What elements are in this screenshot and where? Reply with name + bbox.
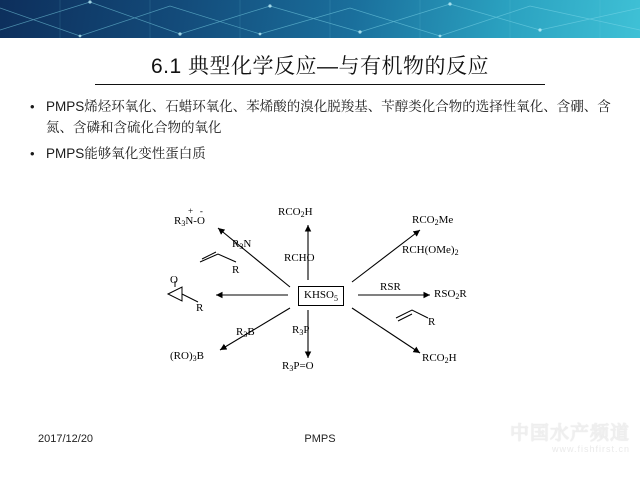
list-item (30, 144, 620, 165)
bullet-marker: • (30, 99, 35, 114)
list-item (30, 97, 620, 139)
node-label-amine-oxide: $R_3N-O$ (174, 215, 205, 228)
page-title: 6.1 典型化学反应—与有机物的反应 (150, 55, 490, 78)
footer-date: 2017/12/20 (38, 433, 94, 445)
bullet-text: PMPS烯烃环氧化、石蜡环氧化、苯烯酸的溴化脱羧基、苄醇类化合物的选择性氧化、含硼、含氮、含磷和含硫化合物的氧化 (46, 99, 611, 135)
node-label-borane: $R_3B$ (236, 326, 255, 339)
node-label-amine: $R_3N$ (232, 238, 252, 251)
node-label-rchome2: $RCH(OMe)_2$ (402, 244, 459, 257)
center-species-label: KHSO (304, 289, 334, 301)
node-label-rcooh-bottom: $RCO_2H$ (422, 352, 457, 365)
node-label-phosphite: $(RO)_3B$ (170, 350, 204, 363)
bullet-text: PMPS能够氧化变性蛋白质 (46, 145, 206, 161)
node-label-phosphine-oxide: $R_3P=O$ (282, 360, 314, 373)
reaction-diagram (140, 190, 560, 390)
title-underline (95, 84, 545, 85)
center-species-sub: 5 (333, 294, 338, 304)
footer-center-text: PMPS (304, 433, 336, 445)
node-label-rso2r: $RSO_2R$ (434, 288, 467, 301)
watermark-main: 中国水产频道 (509, 423, 630, 444)
node-label-alkene-left-r: R (232, 264, 240, 276)
node-label-alkene-right-r: R (428, 316, 436, 328)
node-label-phosphine: $R_3P$ (292, 324, 310, 337)
watermark-sub: www.fishfirst.cn (551, 443, 630, 454)
watermark (510, 424, 630, 455)
node-label-rcho: RCHO (284, 252, 315, 264)
center-species-box (298, 286, 344, 306)
decorative-banner (0, 0, 640, 38)
node-label-rco2me: $RCO_2Me$ (412, 214, 454, 227)
node-label-rsr: RSR (380, 281, 401, 293)
bullet-marker: • (30, 145, 35, 161)
node-label-amine-oxide-charges: + - (188, 206, 203, 216)
node-label-rcooh-top: $RCO_2H$ (278, 206, 313, 219)
node-label-epoxide-o: O (170, 274, 178, 286)
bullet-list (30, 97, 620, 170)
banner-lines (0, 0, 640, 38)
node-label-epoxide-r: R (196, 302, 204, 314)
